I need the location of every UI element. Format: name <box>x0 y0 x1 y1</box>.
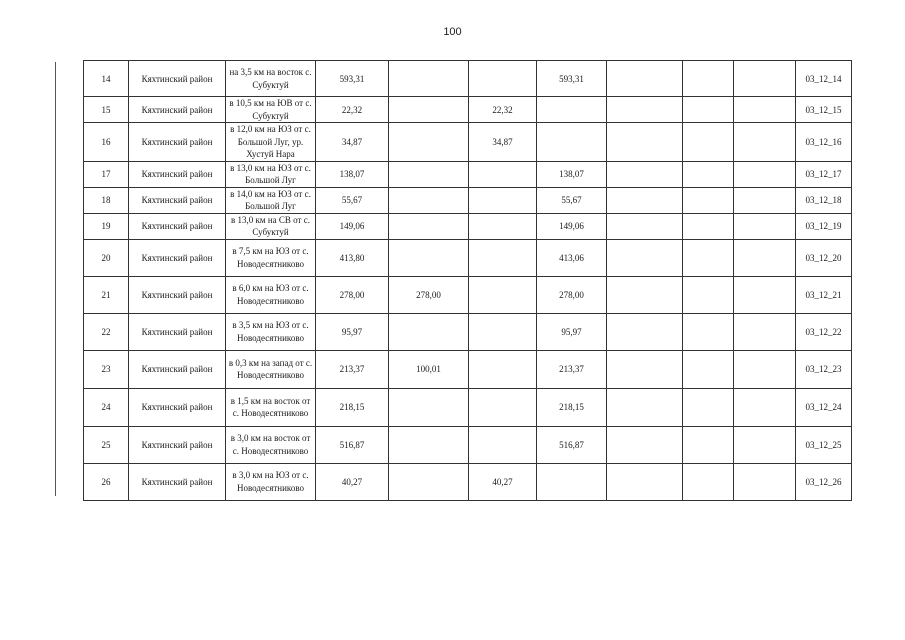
row-number: 14 <box>84 61 129 97</box>
district-cell: Кяхтинский район <box>129 463 226 500</box>
area-col4-cell: 95,97 <box>537 313 607 350</box>
area-col2-cell <box>389 187 469 213</box>
district-cell: Кяхтинский район <box>129 239 226 276</box>
extra-col7-cell <box>734 239 796 276</box>
district-cell: Кяхтинский район <box>129 61 226 97</box>
extra-col6-cell <box>683 187 734 213</box>
extra-col6-cell <box>683 161 734 187</box>
extra-col7-cell <box>734 350 796 388</box>
plot-code-cell: 03_12_16 <box>796 123 852 162</box>
area-total-cell: 516,87 <box>316 426 389 463</box>
location-cell: на 3,5 км на восток с. Субуктуй <box>226 61 316 97</box>
row-number: 22 <box>84 313 129 350</box>
extra-col5-cell <box>607 350 683 388</box>
location-cell: в 10,5 км на ЮВ от с. Субуктуй <box>226 97 316 123</box>
extra-col7-cell <box>734 313 796 350</box>
district-cell: Кяхтинский район <box>129 97 226 123</box>
table-row <box>84 239 852 276</box>
area-col3-cell <box>469 388 537 426</box>
extra-col6-cell <box>683 123 734 162</box>
extra-col5-cell <box>607 463 683 500</box>
extra-col5-cell <box>607 97 683 123</box>
area-col3-cell <box>469 350 537 388</box>
location-cell: в 12,0 км на ЮЗ от с. Большой Луг, ур. Хустуй Нара <box>226 123 316 162</box>
extra-col5-cell <box>607 276 683 313</box>
area-col2-cell <box>389 239 469 276</box>
extra-col6-cell <box>683 213 734 239</box>
area-total-cell: 149,06 <box>316 213 389 239</box>
area-col4-cell: 149,06 <box>537 213 607 239</box>
extra-col7-cell <box>734 161 796 187</box>
extra-col7-cell <box>734 61 796 97</box>
extra-col5-cell <box>607 213 683 239</box>
table-row <box>84 161 852 187</box>
plot-code-cell: 03_12_18 <box>796 187 852 213</box>
extra-col6-cell <box>683 426 734 463</box>
area-col4-cell <box>537 97 607 123</box>
row-number: 26 <box>84 463 129 500</box>
area-col4-cell: 593,31 <box>537 61 607 97</box>
location-cell: в 6,0 км на ЮЗ от с. Новодесятниково <box>226 276 316 313</box>
extra-col5-cell <box>607 239 683 276</box>
location-cell: в 1,5 км на восток от с. Новодесятниково <box>226 388 316 426</box>
extra-col5-cell <box>607 313 683 350</box>
area-total-cell: 593,31 <box>316 61 389 97</box>
extra-col7-cell <box>734 123 796 162</box>
area-col2-cell <box>389 463 469 500</box>
location-cell: в 13,0 км на СВ от с. Субуктуй <box>226 213 316 239</box>
plot-code-cell: 03_12_17 <box>796 161 852 187</box>
plot-code-cell: 03_12_24 <box>796 388 852 426</box>
extra-col5-cell <box>607 187 683 213</box>
margin-line <box>55 62 56 496</box>
area-total-cell: 138,07 <box>316 161 389 187</box>
location-cell: в 3,5 км на ЮЗ от с. Новодесятниково <box>226 313 316 350</box>
district-cell: Кяхтинский район <box>129 161 226 187</box>
extra-col7-cell <box>734 213 796 239</box>
extra-col5-cell <box>607 388 683 426</box>
table-row <box>84 313 852 350</box>
area-col3-cell <box>469 161 537 187</box>
row-number: 25 <box>84 426 129 463</box>
area-col3-cell: 34,87 <box>469 123 537 162</box>
area-col4-cell: 55,67 <box>537 187 607 213</box>
area-col2-cell: 278,00 <box>389 276 469 313</box>
extra-col6-cell <box>683 463 734 500</box>
area-col4-cell <box>537 123 607 162</box>
area-col4-cell <box>537 463 607 500</box>
area-col2-cell <box>389 313 469 350</box>
area-total-cell: 34,87 <box>316 123 389 162</box>
table-row <box>84 426 852 463</box>
area-total-cell: 213,37 <box>316 350 389 388</box>
area-col2-cell <box>389 213 469 239</box>
row-number: 18 <box>84 187 129 213</box>
district-cell: Кяхтинский район <box>129 350 226 388</box>
extra-col7-cell <box>734 276 796 313</box>
area-col2-cell <box>389 388 469 426</box>
location-cell: в 7,5 км на ЮЗ от с. Новодесятниково <box>226 239 316 276</box>
plot-code-cell: 03_12_19 <box>796 213 852 239</box>
plot-code-cell: 03_12_21 <box>796 276 852 313</box>
location-cell: в 14,0 км на ЮЗ от с. Большой Луг <box>226 187 316 213</box>
extra-col5-cell <box>607 161 683 187</box>
area-total-cell: 95,97 <box>316 313 389 350</box>
area-col2-cell <box>389 123 469 162</box>
area-col2-cell <box>389 161 469 187</box>
area-col3-cell: 40,27 <box>469 463 537 500</box>
district-cell: Кяхтинский район <box>129 123 226 162</box>
area-col3-cell <box>469 239 537 276</box>
row-number: 20 <box>84 239 129 276</box>
area-col4-cell: 516,87 <box>537 426 607 463</box>
plot-code-cell: 03_12_26 <box>796 463 852 500</box>
area-total-cell: 22,32 <box>316 97 389 123</box>
page-number: 100 <box>443 26 462 38</box>
district-cell: Кяхтинский район <box>129 313 226 350</box>
extra-col6-cell <box>683 388 734 426</box>
location-cell: в 0,3 км на запад от с. Новодесятниково <box>226 350 316 388</box>
table-row <box>84 97 852 123</box>
extra-col6-cell <box>683 313 734 350</box>
extra-col5-cell <box>607 123 683 162</box>
extra-col7-cell <box>734 187 796 213</box>
row-number: 19 <box>84 213 129 239</box>
table-body <box>84 61 852 501</box>
extra-col7-cell <box>734 426 796 463</box>
table-row <box>84 276 852 313</box>
table-row <box>84 388 852 426</box>
extra-col6-cell <box>683 61 734 97</box>
district-cell: Кяхтинский район <box>129 276 226 313</box>
area-col3-cell <box>469 426 537 463</box>
area-col2-cell <box>389 426 469 463</box>
plot-code-cell: 03_12_20 <box>796 239 852 276</box>
plot-code-cell: 03_12_22 <box>796 313 852 350</box>
area-col3-cell <box>469 187 537 213</box>
area-col3-cell <box>469 213 537 239</box>
area-col3-cell <box>469 61 537 97</box>
plot-code-cell: 03_12_23 <box>796 350 852 388</box>
table-row <box>84 61 852 97</box>
row-number: 24 <box>84 388 129 426</box>
area-col3-cell <box>469 313 537 350</box>
area-col4-cell: 278,00 <box>537 276 607 313</box>
district-cell: Кяхтинский район <box>129 388 226 426</box>
location-cell: в 3,0 км на ЮЗ от с. Новодесятниково <box>226 463 316 500</box>
table-row <box>84 123 852 162</box>
area-col3-cell <box>469 276 537 313</box>
row-number: 16 <box>84 123 129 162</box>
area-total-cell: 413,80 <box>316 239 389 276</box>
extra-col5-cell <box>607 426 683 463</box>
row-number: 17 <box>84 161 129 187</box>
district-cell: Кяхтинский район <box>129 426 226 463</box>
area-total-cell: 278,00 <box>316 276 389 313</box>
area-col2-cell <box>389 97 469 123</box>
extra-col5-cell <box>607 61 683 97</box>
extra-col6-cell <box>683 350 734 388</box>
extra-col6-cell <box>683 97 734 123</box>
location-cell: в 3,0 км на восток от с. Новодесятниково <box>226 426 316 463</box>
area-total-cell: 55,67 <box>316 187 389 213</box>
extra-col7-cell <box>734 463 796 500</box>
area-col3-cell: 22,32 <box>469 97 537 123</box>
area-col4-cell: 213,37 <box>537 350 607 388</box>
table-row <box>84 187 852 213</box>
land-plots-table <box>83 60 852 501</box>
area-col4-cell: 218,15 <box>537 388 607 426</box>
table-row <box>84 213 852 239</box>
area-col4-cell: 413,06 <box>537 239 607 276</box>
area-total-cell: 40,27 <box>316 463 389 500</box>
row-number: 21 <box>84 276 129 313</box>
extra-col7-cell <box>734 388 796 426</box>
district-cell: Кяхтинский район <box>129 213 226 239</box>
table-row <box>84 463 852 500</box>
area-col2-cell: 100,01 <box>389 350 469 388</box>
plot-code-cell: 03_12_14 <box>796 61 852 97</box>
extra-col6-cell <box>683 239 734 276</box>
location-cell: в 13,0 км на ЮЗ от с. Большой Луг <box>226 161 316 187</box>
plot-code-cell: 03_12_25 <box>796 426 852 463</box>
area-total-cell: 218,15 <box>316 388 389 426</box>
plot-code-cell: 03_12_15 <box>796 97 852 123</box>
area-col4-cell: 138,07 <box>537 161 607 187</box>
area-col2-cell <box>389 61 469 97</box>
district-cell: Кяхтинский район <box>129 187 226 213</box>
row-number: 15 <box>84 97 129 123</box>
extra-col7-cell <box>734 97 796 123</box>
table-row <box>84 350 852 388</box>
extra-col6-cell <box>683 276 734 313</box>
row-number: 23 <box>84 350 129 388</box>
